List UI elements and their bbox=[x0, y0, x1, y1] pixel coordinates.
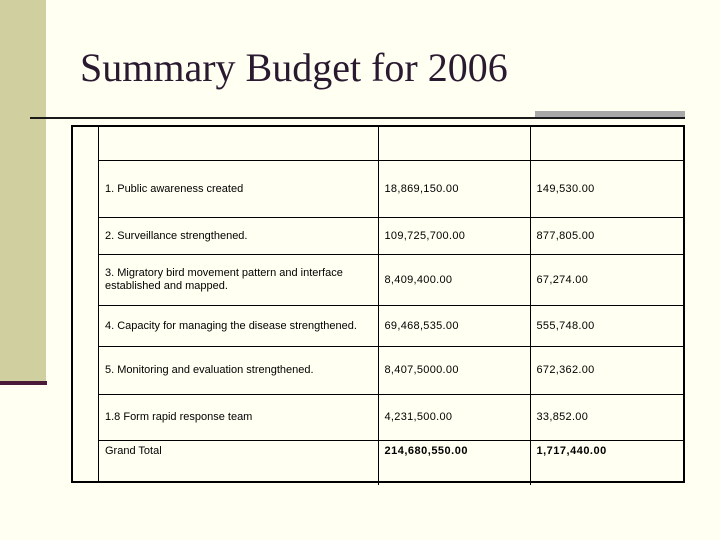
budget-amount-2: 672,362.00 bbox=[530, 347, 684, 395]
budget-item: 2. Surveillance strengthened. bbox=[99, 218, 378, 255]
budget-item: 4. Capacity for managing the disease strengthened. bbox=[99, 306, 378, 347]
table-row bbox=[99, 306, 684, 347]
budget-amount-2: 149,530.00 bbox=[530, 161, 684, 218]
table-row bbox=[99, 347, 684, 395]
slide-title: Summary Budget for 2006 bbox=[80, 45, 508, 90]
budget-amount-1: 69,468,535.00 bbox=[378, 306, 530, 347]
budget-amount-1: 4,231,500.00 bbox=[378, 395, 530, 441]
budget-amount-2: 67,274.00 bbox=[530, 255, 684, 306]
table-row bbox=[99, 161, 684, 218]
budget-table bbox=[99, 126, 684, 485]
grand-total-label: Grand Total bbox=[99, 441, 378, 486]
budget-amount-2: 555,748.00 bbox=[530, 306, 684, 347]
budget-amount-1: 109,725,700.00 bbox=[378, 218, 530, 255]
title-underline bbox=[30, 117, 685, 119]
table-header-row bbox=[99, 126, 684, 161]
header-cell-item bbox=[99, 126, 378, 161]
budget-item: 5. Monitoring and evaluation strengthened. bbox=[99, 347, 378, 395]
grand-total-row bbox=[99, 441, 684, 486]
budget-amount-1: 8,407,5000.00 bbox=[378, 347, 530, 395]
table-row bbox=[99, 255, 684, 306]
table-row bbox=[99, 218, 684, 255]
header-cell-amount-1 bbox=[378, 126, 530, 161]
budget-amount-2: 33,852.00 bbox=[530, 395, 684, 441]
budget-item: 1.8 Form rapid response team bbox=[99, 395, 378, 441]
grand-total-amount-1: 214,680,550.00 bbox=[378, 441, 530, 486]
budget-amount-1: 8,409,400.00 bbox=[378, 255, 530, 306]
table-row bbox=[99, 395, 684, 441]
budget-item: 1. Public awareness created bbox=[99, 161, 378, 218]
budget-item: 3. Migratory bird movement pattern and interface established and mapped. bbox=[99, 255, 378, 306]
sidebar-accent-line bbox=[0, 381, 47, 385]
budget-amount-1: 18,869,150.00 bbox=[378, 161, 530, 218]
grand-total-amount-2: 1,717,440.00 bbox=[536, 445, 607, 457]
header-cell-amount-2 bbox=[530, 126, 684, 161]
sidebar-decoration bbox=[0, 0, 46, 383]
budget-amount-2: 877,805.00 bbox=[530, 218, 684, 255]
